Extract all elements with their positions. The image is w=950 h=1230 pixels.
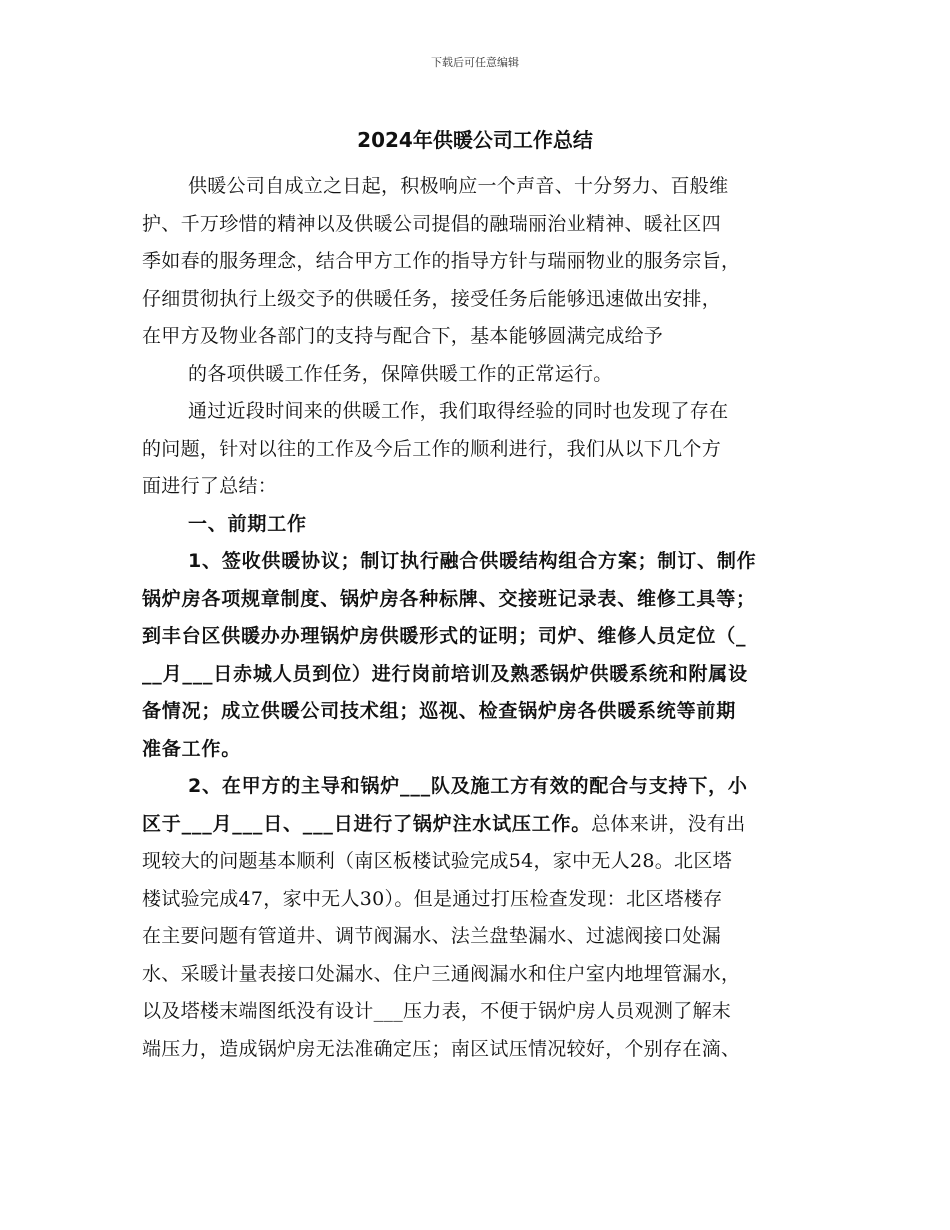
text-line: 在甲方及物业各部门的支持与配合下，基本能够圆满完成给予 bbox=[142, 325, 664, 347]
text-line bbox=[142, 806, 812, 844]
text-line: 准备工作。 bbox=[142, 737, 242, 760]
text-line: 的各项供暖工作任务，保障供暖工作的正常运行。 bbox=[188, 362, 613, 385]
bold-segment: 区于___月___日、___日进行了锅炉注水试压工作。 bbox=[142, 812, 592, 835]
text-line: 1、签收供暖协议；制订执行融合供暖结构组合方案；制订、制作 bbox=[188, 550, 757, 572]
text-line: 锅炉房各项规章制度、锅炉房各种标牌、交接班记录表、维修工具等； bbox=[142, 587, 756, 610]
text-line: 楼试验完成47，家中无人30）。但是通过打压检查发现：北区塔楼存 bbox=[142, 887, 723, 910]
text-line: 仔细贯彻执行上级交予的供暖任务，接受任务后能够迅速做出安排， bbox=[142, 287, 722, 310]
text-line: 一、前期工作 bbox=[188, 512, 307, 535]
text-line: 2、在甲方的主导和锅炉___队及施工方有效的配合与支持下，小 bbox=[188, 775, 748, 797]
text-line: 端压力，造成锅炉房无法准确定压；南区试压情况较好，个别存在滴、 bbox=[142, 1037, 741, 1060]
text-line: 通过近段时间来的供暖工作，我们取得经验的同时也发现了存在 bbox=[188, 400, 729, 422]
text-line: 供暖公司自成立之日起，积极响应一个声音、十分努力、百般维 bbox=[188, 175, 729, 197]
text-line: 在主要问题有管道井、调节阀漏水、法兰盘垫漏水、过滤阀接口处漏 bbox=[142, 925, 722, 947]
text-line: 现较大的问题基本顺利（南区板楼试验完成54，家中无人28。北区塔 bbox=[142, 850, 732, 872]
text-line: 备情况；成立供暖公司技术组；巡视、检查锅炉房各供暖系统等前期 bbox=[142, 700, 737, 722]
text-line: 护、千万珍惜的精神以及供暖公司提倡的融瑞丽治业精神、暖社区四 bbox=[142, 212, 722, 235]
header-note: 下载后可任意编辑 bbox=[431, 56, 519, 69]
text-line: 水、采暖计量表接口处漏水、住户三通阀漏水和住户室内地埋管漏水， bbox=[142, 962, 741, 985]
document-body bbox=[142, 168, 812, 1068]
text-line: 的问题，针对以往的工作及今后工作的顺利进行，我们从以下几个方 bbox=[142, 437, 722, 460]
text-line: 以及塔楼末端图纸没有设计___压力表，不便于锅炉房人员观测了解末 bbox=[142, 1000, 732, 1022]
text-line: 季如春的服务理念，结合甲方工作的指导方针与瑞丽物业的服务宗旨， bbox=[142, 250, 741, 272]
document-title: 2024年供暖公司工作总结 bbox=[357, 128, 593, 152]
text-line: __月___日赤城人员到位）进行岗前培训及熟悉锅炉供暖系统和附属设 bbox=[142, 662, 748, 685]
text-line: 面进行了总结： bbox=[142, 475, 278, 497]
text-line: 到丰台区供暖办办理锅炉房供暖形式的证明；司炉、维修人员定位（_ bbox=[142, 625, 747, 647]
regular-segment: 总体来讲，没有出 bbox=[591, 812, 746, 835]
